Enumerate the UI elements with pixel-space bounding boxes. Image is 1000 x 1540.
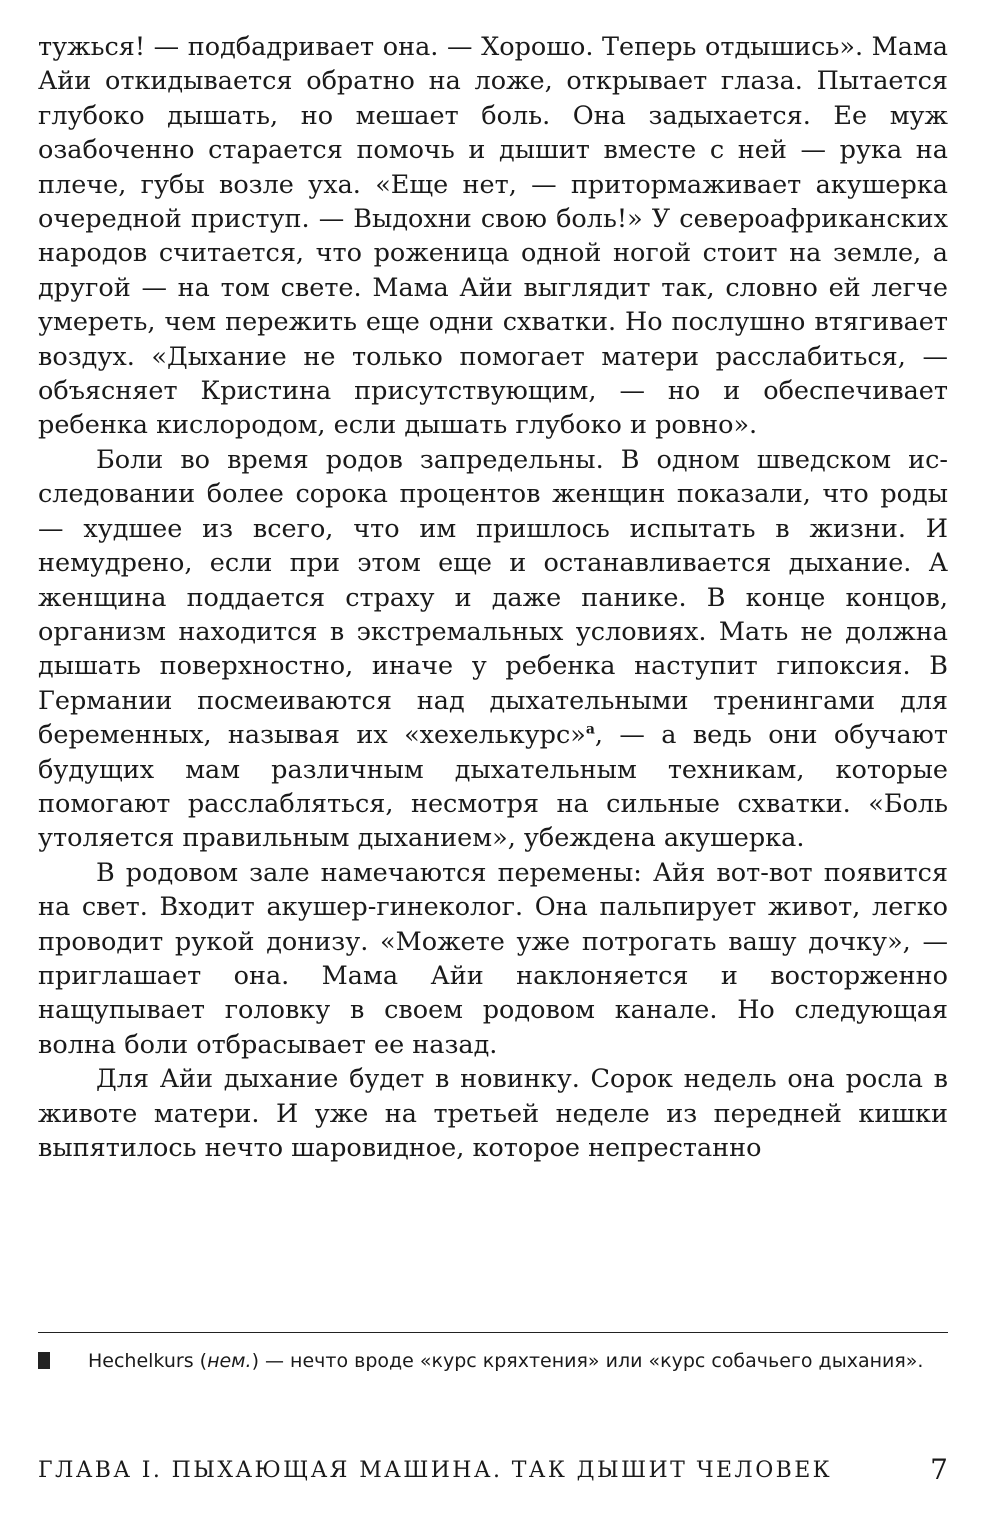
footnote-language: нем. <box>207 1350 252 1372</box>
running-footer <box>38 1453 948 1496</box>
paragraph-2 <box>38 443 948 856</box>
paragraph-1: тужься! — подбадривает она. — Хорошо. Теперь отдышись». Мама Айи откидывается обратно на ложе, открывает глаза. Пытается глубоко дышать, но мешает боль. Она задыхается. Ее муж озабоченно старается помочь и дышит вместе с ней — рука на плече, губы возле уха. «Еще нет, — притормаживает акушерка очередной приступ. — Выдохни свою боль!» У североафриканских народов считается, что роженица одной ногой стоит на земле, а другой — на том свете. Мама Айи выглядит так, словно ей легче умереть, чем пережить еще одни схватки. Но послушно втягивает воздух. «Дыхание не только помогает матери расслабиться, — объясняет Кристина присутствующим, — но и обеспечивает ребенка кислородом, если дышать глубоко и ровно». <box>38 32 948 441</box>
footnote <box>38 1346 948 1376</box>
footnote-reference[interactable]: a <box>585 721 595 738</box>
footnote-lang-open: ( <box>193 1350 208 1372</box>
footnote-explanation: ) — нечто вроде «курс кряхтения» или «курс собачьего дыхания». <box>251 1350 924 1372</box>
footnote-marker-icon <box>38 1352 50 1369</box>
footnote-divider <box>38 1332 948 1333</box>
footnote-term: Hechelkurs <box>88 1350 194 1372</box>
page-number: 7 <box>930 1453 948 1486</box>
paragraph-4: Для Айи дыхание будет в новинку. Сорок недель она росла в животе матери. И уже на третьей неделе из передней кишки выпятилось нечто шаровидное, которое непрестанно <box>38 1064 948 1163</box>
paragraph-2-text-end: , — а ведь они обучают будущих мам различным дыхательным техникам, которые помогают расслабляться, несмотря на сильные схватки. «Боль утоляется правильным дыханием», убеждена акушерка. <box>38 720 948 854</box>
paragraph-2-text-start: Боли во время родов запредельны. В одном шведском исследовании более сорока процентов женщин показали, что роды — худшее из всего, что им пришлось испытать в жизни. И немудрено, если при этом еще и останавливается дыхание. А женщина поддается страху и даже панике. В конце концов, организм находится в экстремальных условиях. Мать не должна дышать поверхностно, иначе у ребенка наступит гипоксия. В Германии посмеиваются над дыхательными тренингами для беременных, называя их «хехелькурс» <box>38 444 948 751</box>
paragraph-3: В родовом зале намечаются перемены: Айя вот-вот появится на свет. Входит акушер-гинеколог. Она пальпирует живот, легко проводит рукой донизу. «Можете уже потрогать вашу дочку», — приглашает она. Мама Айи наклоняется и восторженно нащупывает головку в своем родовом канале. Но следующая волна боли отбрасывает ее назад. <box>38 857 948 1060</box>
page-body <box>38 30 948 1165</box>
chapter-title: ГЛАВА I. ПЫХАЮЩАЯ МАШИНА. ТАК ДЫШИТ ЧЕЛОВЕК <box>38 1458 833 1483</box>
